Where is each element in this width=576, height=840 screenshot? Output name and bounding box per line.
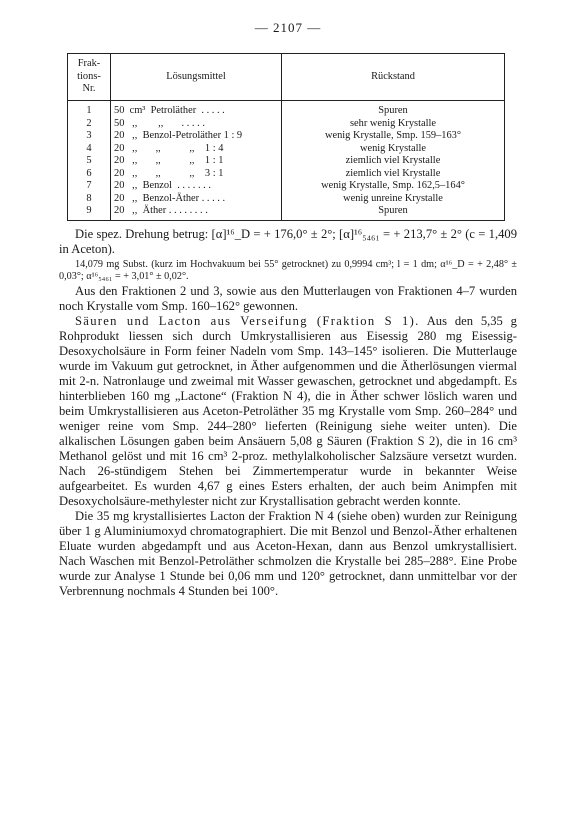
- paragraph-lactone: Die 35 mg krystallisiertes Lacton der Fraktion N 4 (siehe oben) wurden zur Reinigung über 1 g Aluminiumoxyd chromatographiert. Die mit Benzol und Benzol-Äther erhaltenen Eluate wurden abgedampft und aus Aceton-Hexan, dann aus Benzol umkrystallisiert. Nach Waschen mit Benzol-Petroläther schmolzen die Krystalle bei 285–288°. Eine Probe wurde zur Analyse 1 Stunde bei 0,06 mm und 120° getrocknet, dann unmittelbar vor der Verbrennung nochmals 4 Stunden bei 100°.: [59, 508, 517, 598]
- page-number: — 2107 —: [254, 20, 322, 35]
- table-row: [68, 101, 505, 118]
- fraction-nr: 6: [68, 168, 111, 181]
- fraction-table: [67, 53, 505, 221]
- residue-cell: sehr wenig Krystalle: [282, 118, 505, 131]
- fraction-nr: 3: [68, 130, 111, 143]
- paragraph-saponification: [59, 314, 517, 509]
- solvent-cell: 20 ,, Äther . . . . . . . .: [111, 205, 282, 220]
- residue-cell: Spuren: [282, 205, 505, 220]
- solvent-cell: 20 ,, ,, ,, 1 : 1: [111, 155, 282, 168]
- fraction-nr: 2: [68, 118, 111, 131]
- paragraph-saponification-text: Aus den 5,35 g Rohprodukt liessen sich durch Umkrystallisieren aus Eisessig 280 mg Eisessig-Desoxycholsäure in Form feiner Nadeln vom Smp. 143–145° isolieren. Die Mutterlauge wurde im Vakuum gut getrocknet, in Äther aufgenommen und die Ätherlösungen viermal mit 2-n. Natronlauge und zweimal mit Wasser gewaschen, getrocknet und abgedampft. Es hinterblieben 160 mg „Lactone“ (Fraktion N 4), die in Äther schwer löslich waren und beim Umkrystallisieren aus Aceton-Petroläther 35 mg Krystalle vom Smp. 260–284° und weniger reine vom Smp. 244–280° lieferten (Reinigung siehe weiter unten). Die alkalischen Lösungen gaben beim Ansäuern 5,08 g Säuren (Fraktion S 2), die in 16 cm³ Methanol gelöst und mit 16 cm³ 2-proz. methylalkoholischer Salzsäure versetzt wurden. Nach 26-stündigem Stehen bei Zimmertemperatur wurde in bekannter Weise aufgearbeitet. Es wurden 4,67 g eines Esters erhalten, der auch beim Animpfen mit Desoxycholsäure-methylester nicht zur Krystallisation gebracht werden konnte.: [59, 313, 517, 508]
- residue-cell: wenig Krystalle: [282, 143, 505, 156]
- residue-cell: wenig Krystalle, Smp. 159–163°: [282, 130, 505, 143]
- page: [59, 20, 517, 599]
- residue-cell: wenig Krystalle, Smp. 162,5–164°: [282, 180, 505, 193]
- solvent-cell: 50 cm³ Petroläther . . . . .: [111, 101, 282, 118]
- paragraph-fractions: Aus den Fraktionen 2 und 3, sowie aus den Mutterlaugen von Fraktionen 4–7 wurden noch Krystalle vom Smp. 160–162° gewonnen.: [59, 283, 517, 313]
- solvent-cell: 20 ,, Benzol . . . . . . .: [111, 180, 282, 193]
- body-text: [59, 227, 517, 599]
- header-fraction-nr: Frak- tions- Nr.: [68, 54, 111, 101]
- table-row: [68, 180, 505, 193]
- table-row: [68, 155, 505, 168]
- solvent-cell: 20 ,, Benzol-Petroläther 1 : 9: [111, 130, 282, 143]
- fraction-nr: 9: [68, 205, 111, 220]
- table-row: [68, 143, 505, 156]
- solvent-cell: 20 ,, ,, ,, 3 : 1: [111, 168, 282, 181]
- header-residue: Rückstand: [282, 54, 505, 101]
- solvent-cell: 20 ,, ,, ,, 1 : 4: [111, 143, 282, 156]
- table-row: [68, 193, 505, 206]
- fraction-nr: 5: [68, 155, 111, 168]
- table-header-row: [68, 54, 505, 101]
- table-row: [68, 130, 505, 143]
- fraction-nr: 1: [68, 101, 111, 118]
- table-row: [68, 118, 505, 131]
- fraction-nr: 7: [68, 180, 111, 193]
- residue-cell: wenig unreine Krystalle: [282, 193, 505, 206]
- residue-cell: Spuren: [282, 101, 505, 118]
- rotation-detail-block: [59, 259, 517, 283]
- rotation-detail: 14,079 mg Subst. (kurz im Hochvakuum bei 55° getrocknet) zu 0,9994 cm³; l = 1 dm; α¹⁶_D = + 2,48° ± 0,03°; α¹⁶₅₄₆₁ = + 3,01° ± 0,02°.: [59, 258, 517, 282]
- fraction-nr: 8: [68, 193, 111, 206]
- table-row: [68, 205, 505, 220]
- rotation-paragraph: Die spez. Drehung betrug: [α]¹⁶_D = + 176,0° ± 2°; [α]¹⁶₅₄₆₁ = + 213,7° ± 2° (c = 1,409 in Aceton).: [59, 226, 517, 256]
- residue-cell: ziemlich viel Krystalle: [282, 168, 505, 181]
- table-row: [68, 168, 505, 181]
- solvent-cell: 20 ,, Benzol-Äther . . . . .: [111, 193, 282, 206]
- section-heading: Säuren und Lacton aus Verseifung (Fraktion S 1).: [75, 313, 420, 328]
- header-solvent: Lösungsmittel: [111, 54, 282, 101]
- solvent-cell: 50 ,, ,, . . . . .: [111, 118, 282, 131]
- residue-cell: ziemlich viel Krystalle: [282, 155, 505, 168]
- fraction-nr: 4: [68, 143, 111, 156]
